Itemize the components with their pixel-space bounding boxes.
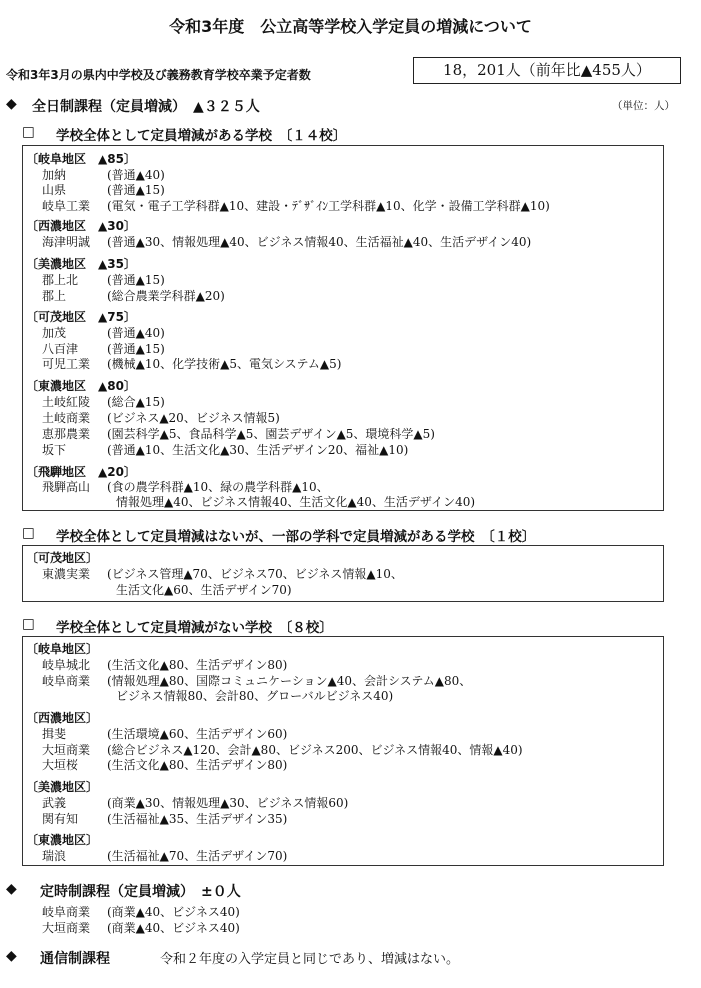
school-detail: (生活福祉▲35、生活デザイン35)	[107, 812, 288, 826]
school-detail: (情報処理▲80、国際コミュニケーション▲40、会計システム▲80、	[107, 674, 472, 688]
school-name: 土岐紅陵	[42, 395, 91, 409]
school-detail: (生活文化▲80、生活デザイン80)	[107, 658, 288, 672]
school-name: 坂下	[42, 443, 67, 457]
region-header: 〔西濃地区 ▲30〕	[26, 219, 136, 233]
school-name: 岐阜工業	[42, 199, 91, 213]
region-header: 〔岐阜地区〕	[26, 642, 99, 656]
school-detail: (生活文化▲80、生活デザイン80)	[107, 758, 288, 772]
school-name: 山県	[42, 183, 67, 197]
school-detail: (総合ビジネス▲120、会計▲80、ビジネス200、ビジネス情報40、情報▲40)	[107, 743, 523, 757]
region-header: 〔西濃地区〕	[26, 711, 99, 725]
school-name: 武義	[42, 796, 67, 810]
group2-title: 学校全体として定員増減はないが、一部の学科で定員増減がある学校 〔１校〕	[56, 529, 536, 545]
school-name: 東濃実業	[42, 567, 91, 581]
school-name: 瑞浪	[42, 849, 67, 863]
school-detail: (普通▲40)	[107, 168, 165, 182]
graduates-value-box: 18，201人（前年比▲455人）	[413, 57, 681, 84]
school-name: 大垣桜	[42, 758, 79, 772]
region-header: 〔東濃地区 ▲80〕	[26, 379, 136, 393]
school-name: 飛騨高山	[42, 480, 91, 494]
school-name: 郡上北	[42, 273, 79, 287]
school-detail-continued: 情報処理▲40、ビジネス情報40、生活文化▲40、生活デザイン40)	[116, 495, 476, 509]
unit-label: （単位：人）	[612, 100, 675, 112]
school-name: 海津明誠	[42, 235, 91, 249]
correspondence-text: 令和２年度の入学定員と同じであり、増減はない。	[160, 952, 460, 967]
group2-marker: □	[22, 525, 35, 541]
correspondence-marker: ◆	[6, 948, 17, 964]
school-detail: (商業▲30、情報処理▲30、ビジネス情報60)	[107, 796, 349, 810]
school-detail: (総合▲15)	[107, 395, 165, 409]
school-name: 加納	[42, 168, 67, 182]
region-header: 〔可茂地区〕	[26, 551, 99, 565]
school-detail: (普通▲15)	[107, 342, 165, 356]
school-detail: (生活環境▲60、生活デザイン60)	[107, 727, 288, 741]
fulltime-marker: ◆	[6, 96, 17, 112]
parttime-marker: ◆	[6, 881, 17, 897]
school-detail-continued: ビジネス情報80、会計80、グローバルビジネス40)	[116, 689, 394, 703]
school-detail: (普通▲15)	[107, 183, 165, 197]
school-name: 郡上	[42, 289, 67, 303]
school-name: 関有知	[42, 812, 79, 826]
school-name: 岐阜商業	[42, 905, 91, 919]
school-name: 土岐商業	[42, 411, 91, 425]
school-detail: (園芸科学▲5、食品科学▲5、園芸デザイン▲5、環境科学▲5)	[107, 427, 435, 441]
school-name: 岐阜商業	[42, 674, 91, 688]
school-detail: (機械▲10、化学技術▲5、電気システム▲5)	[107, 357, 342, 371]
group1-title: 学校全体として定員増減がある学校 〔１４校〕	[56, 128, 347, 144]
school-name: 可児工業	[42, 357, 91, 371]
region-header: 〔岐阜地区 ▲85〕	[26, 152, 136, 166]
region-header: 〔美濃地区 ▲35〕	[26, 257, 136, 271]
school-detail: (普通▲40)	[107, 326, 165, 340]
school-detail: (商業▲40、ビジネス40)	[107, 921, 240, 935]
group3-title: 学校全体として定員増減がない学校 〔８校〕	[56, 620, 333, 636]
graduates-label: 令和3年3月の県内中学校及び義務教育学校卒業予定者数	[6, 68, 311, 82]
school-name: 揖斐	[42, 727, 67, 741]
school-detail: (ビジネス▲20、ビジネス情報5)	[107, 411, 280, 425]
school-detail: (食の農学科群▲10、緑の農学科群▲10、	[107, 480, 329, 494]
group1-marker: □	[22, 124, 35, 140]
school-name: 加茂	[42, 326, 67, 340]
school-name: 岐阜城北	[42, 658, 91, 672]
school-detail: (普通▲15)	[107, 273, 165, 287]
page-title: 令和3年度 公立高等学校入学定員の増減について	[169, 17, 532, 36]
school-name: 恵那農業	[42, 427, 91, 441]
fulltime-title: 全日制課程（定員増減） ▲３２５人	[32, 99, 260, 115]
school-detail: (電気・電子工学科群▲10、建設・ﾃﾞｻﾞｲﾝ工学科群▲10、化学・設備工学科群▲10)	[107, 199, 550, 213]
correspondence-title: 通信制課程	[40, 951, 110, 967]
region-header: 〔美濃地区〕	[26, 780, 99, 794]
school-detail: (総合農業学科群▲20)	[107, 289, 225, 303]
school-detail: (商業▲40、ビジネス40)	[107, 905, 240, 919]
school-name: 八百津	[42, 342, 79, 356]
parttime-title: 定時制課程（定員増減） ±０人	[40, 884, 241, 900]
region-header: 〔東濃地区〕	[26, 833, 99, 847]
region-header: 〔可茂地区 ▲75〕	[26, 310, 136, 324]
school-name: 大垣商業	[42, 743, 91, 757]
group3-marker: □	[22, 616, 35, 632]
school-detail: (普通▲30、情報処理▲40、ビジネス情報40、生活福祉▲40、生活デザイン40)	[107, 235, 532, 249]
school-name: 大垣商業	[42, 921, 91, 935]
school-detail: (生活福祉▲70、生活デザイン70)	[107, 849, 288, 863]
school-detail: (ビジネス管理▲70、ビジネス70、ビジネス情報▲10、	[107, 567, 403, 581]
school-detail-continued: 生活文化▲60、生活デザイン70)	[116, 583, 292, 597]
school-detail: (普通▲10、生活文化▲30、生活デザイン20、福祉▲10)	[107, 443, 409, 457]
region-header: 〔飛騨地区 ▲20〕	[26, 465, 136, 479]
